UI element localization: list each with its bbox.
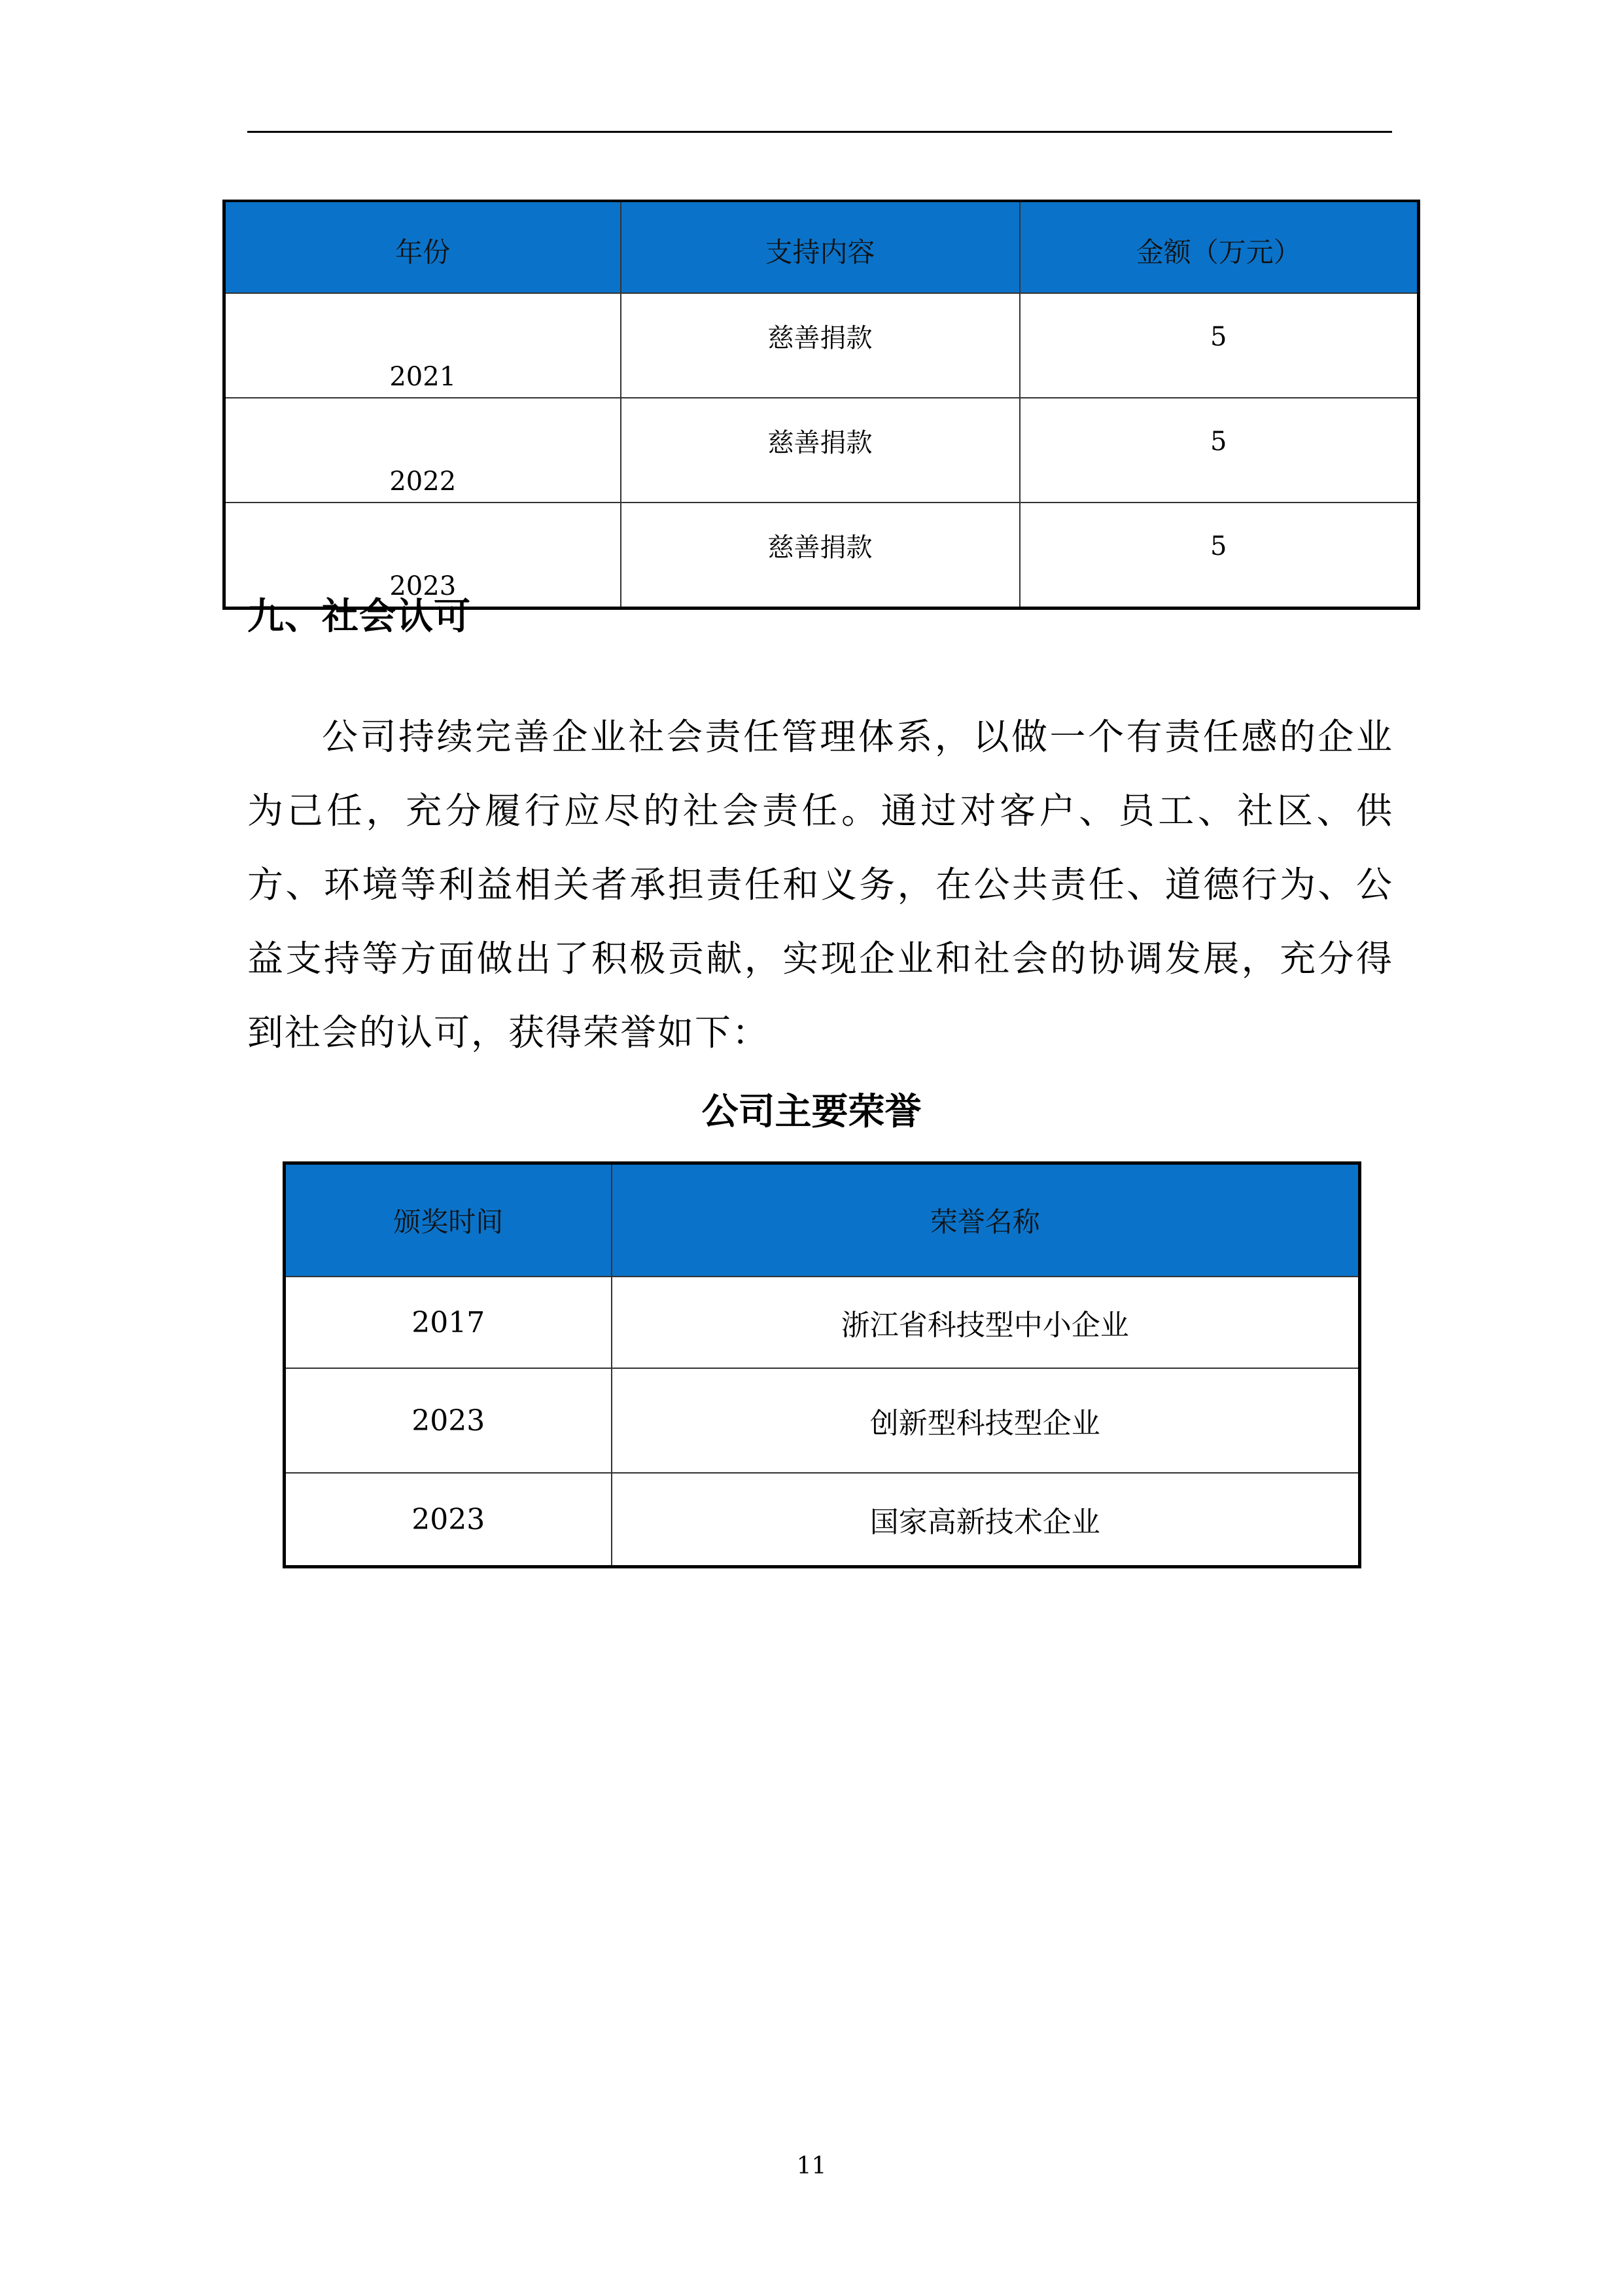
award-year-cell: 2023	[285, 1368, 612, 1473]
donation-table	[222, 200, 1420, 610]
honors-table	[283, 1161, 1361, 1568]
year-cell: 2022	[224, 398, 621, 503]
column-header-honor-name: 荣誉名称	[612, 1163, 1360, 1277]
content-cell: 慈善捐款	[621, 398, 1020, 503]
table-header-row	[285, 1163, 1360, 1277]
award-year-cell: 2023	[285, 1473, 612, 1567]
year-cell: 2021	[224, 293, 621, 398]
year-cell: 2023	[224, 503, 621, 609]
table-header-row	[224, 201, 1419, 293]
header-rule	[247, 131, 1392, 133]
content-cell: 慈善捐款	[621, 293, 1020, 398]
column-header-award-time: 颁奖时间	[285, 1163, 612, 1277]
section-heading: 九、社会认可	[247, 595, 471, 638]
honor-name-cell: 浙江省科技型中小企业	[612, 1277, 1360, 1368]
table-row	[224, 398, 1419, 503]
page-number: 11	[796, 2153, 827, 2180]
honor-name-cell: 国家高新技术企业	[612, 1473, 1360, 1567]
table-row	[285, 1368, 1360, 1473]
table-row	[285, 1473, 1360, 1567]
body-paragraph: 公司持续完善企业社会责任管理体系，以做一个有责任感的企业为己任，充分履行应尽的社会责任。通过对客户、员工、社区、供方、环境等利益相关者承担责任和义务，在公共责任、道德行为、公益支持等方面做出了积极贡献，实现企业和社会的协调发展，充分得到社会的认可，获得荣誉如下：	[247, 716, 1393, 1053]
honor-name-cell: 创新型科技型企业	[612, 1368, 1360, 1473]
column-header-amount: 金额（万元）	[1020, 201, 1419, 293]
table-row	[285, 1277, 1360, 1368]
column-header-content: 支持内容	[621, 201, 1020, 293]
amount-cell: 5	[1020, 398, 1419, 503]
table-row	[224, 293, 1419, 398]
content-cell: 慈善捐款	[621, 503, 1020, 609]
amount-cell: 5	[1020, 503, 1419, 609]
table-caption: 公司主要荣誉	[701, 1091, 922, 1133]
amount-cell: 5	[1020, 293, 1419, 398]
column-header-year: 年份	[224, 201, 621, 293]
award-year-cell: 2017	[285, 1277, 612, 1368]
